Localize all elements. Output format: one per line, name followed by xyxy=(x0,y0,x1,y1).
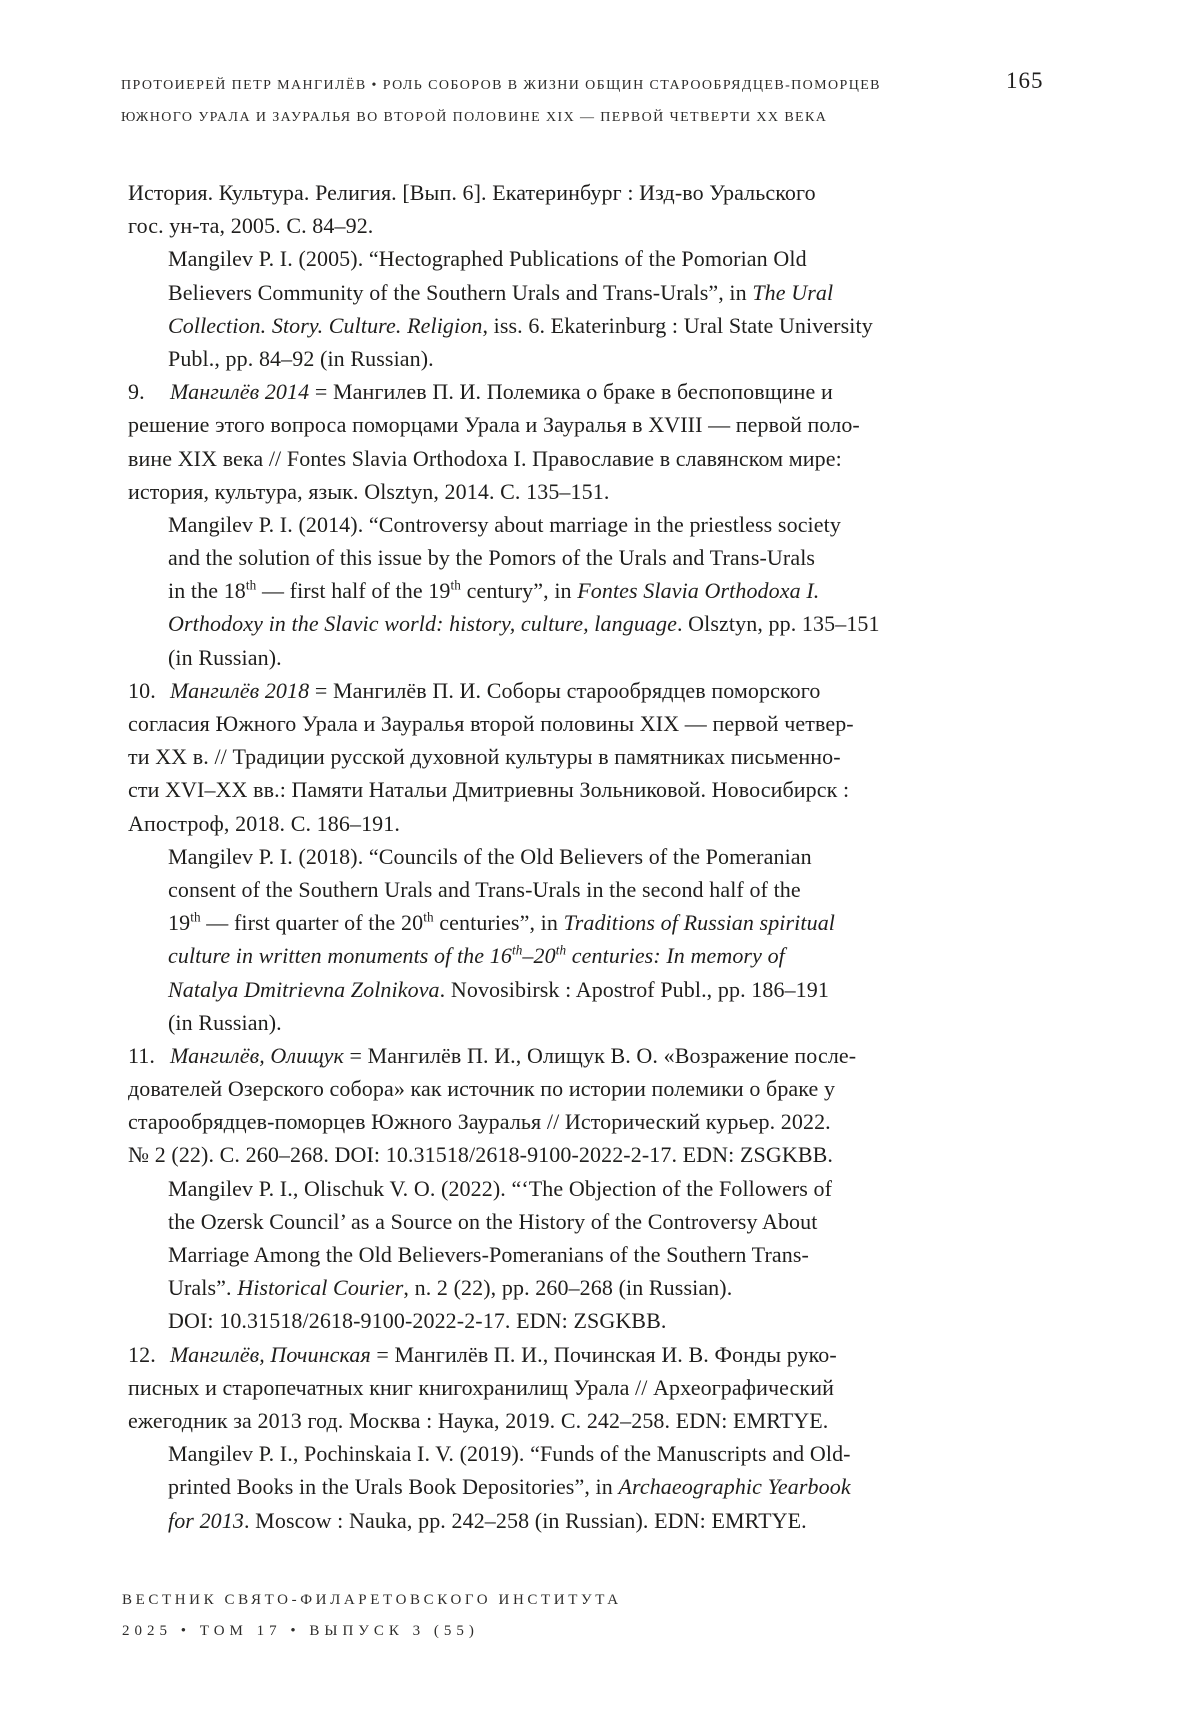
text-segment: The Ural xyxy=(752,279,834,305)
reference-line xyxy=(128,1338,1138,1371)
reference-line xyxy=(128,641,1138,674)
text-segment: Collection. Story. Culture. Religion xyxy=(168,312,483,338)
text-segment: , n. 2 (22), pp. 260–268 (in Russian). xyxy=(403,1275,733,1301)
reference-paragraph xyxy=(128,1172,1138,1338)
text-segment: th xyxy=(423,909,434,925)
text-segment: старообрядцев-поморцев Южного Зауралья // Исторический курьер. 2022. xyxy=(128,1109,831,1135)
text-segment: № 2 (22). С. 260–268. DOI: 10.31518/2618-9100-2022-2-17. EDN: ZSGKBB. xyxy=(128,1142,833,1168)
text-segment: in the 18 xyxy=(168,578,246,604)
reference-line xyxy=(128,1072,1138,1105)
item-number: 12. xyxy=(128,1341,156,1367)
reference-item xyxy=(128,1338,1138,1438)
reference-line xyxy=(128,276,1138,309)
reference-line xyxy=(128,209,1138,242)
reference-line xyxy=(128,475,1138,508)
text-segment: — first half of the 19 xyxy=(256,578,451,604)
text-segment: Мангилёв 2014 xyxy=(170,379,310,405)
reference-line xyxy=(128,840,1138,873)
text-segment: (in Russian). xyxy=(168,1009,282,1035)
reference-line xyxy=(128,873,1138,906)
text-segment: гос. ун-та, 2005. С. 84–92. xyxy=(128,213,374,239)
reference-item xyxy=(128,1039,1138,1172)
reference-paragraph xyxy=(128,176,1138,242)
reference-line xyxy=(128,375,1138,408)
reference-line xyxy=(128,442,1138,475)
reference-line xyxy=(128,1105,1138,1138)
text-segment: Archaeographic Yearbook xyxy=(618,1474,851,1500)
text-segment: century”, in xyxy=(460,578,578,604)
text-segment: centuries: In memory of xyxy=(566,943,785,969)
text-segment: Mangilev P. I. (2005). “Hectographed Publications of the Pomorian Old xyxy=(168,246,807,272)
text-segment: история, культура, язык. Olsztyn, 2014. С. 135–151. xyxy=(128,478,610,504)
page-number: 165 xyxy=(1006,68,1044,93)
text-segment: дователей Озерского собора» как источник по истории полемики о браке у xyxy=(128,1076,836,1102)
running-head-line1: ПРОТОИЕРЕЙ ПЕТР МАНГИЛЁВ • РОЛЬ СОБОРОВ В ЖИЗНИ ОБЩИН СТАРООБРЯДЦЕВ-ПОМОРЦЕВ xyxy=(121,78,881,93)
text-segment: Urals”. xyxy=(168,1275,238,1301)
text-segment: Publ., pp. 84–92 (in Russian). xyxy=(168,345,434,371)
reference-line xyxy=(128,541,1138,574)
text-segment: ти XX в. // Традиции русской духовной культуры в памятниках письменно- xyxy=(128,744,841,770)
text-segment: согласия Южного Урала и Зауралья второй половины XIX — первой четвер- xyxy=(128,711,854,736)
reference-line xyxy=(128,309,1138,342)
reference-line xyxy=(128,607,1138,640)
text-segment: Believers Community of the Southern Urals and Trans-Urals”, in xyxy=(168,279,753,305)
item-number: 11. xyxy=(128,1042,155,1068)
text-segment: (in Russian). xyxy=(168,644,282,670)
reference-line xyxy=(128,773,1138,806)
reference-line xyxy=(128,1504,1138,1537)
text-segment: сти XVI–XX вв.: Памяти Натальи Дмитриевны Зольниковой. Новосибирск : xyxy=(128,777,850,803)
text-segment: Mangilev P. I., Pochinskaia I. V. (2019). “Funds of the Manuscripts and Old- xyxy=(168,1441,851,1467)
journal-footer xyxy=(122,1585,622,1647)
reference-paragraph xyxy=(128,1437,1138,1537)
reference-line xyxy=(128,906,1138,939)
text-segment: Fontes Slavia Orthodoxa I. xyxy=(577,578,820,604)
text-segment: centuries”, in xyxy=(433,910,564,936)
reference-item xyxy=(128,674,1138,840)
reference-line xyxy=(128,807,1138,840)
text-segment: решение этого вопроса поморцами Урала и Зауралья в XVIII — первой поло- xyxy=(128,412,860,438)
text-segment: вине XIX века // Fontes Slavia Orthodoxa I. Православие в славянском мире: xyxy=(128,445,842,471)
reference-line xyxy=(128,707,1138,740)
reference-paragraph xyxy=(128,840,1138,1039)
reference-line xyxy=(128,1039,1138,1072)
reference-line xyxy=(128,1006,1138,1039)
reference-line xyxy=(128,242,1138,275)
item-number: 9. xyxy=(128,379,145,405)
text-segment: Historical Courier xyxy=(237,1275,404,1301)
text-segment: printed Books in the Urals Book Depositories”, in xyxy=(168,1474,619,1500)
text-segment: culture in written monuments of the 16 xyxy=(168,943,512,969)
reference-paragraph xyxy=(128,508,1138,674)
text-segment: th xyxy=(190,909,201,925)
reference-line xyxy=(128,1437,1138,1470)
text-segment: th xyxy=(450,577,461,593)
footer-journal-title: ВЕСТНИК СВЯТО-ФИЛАРЕТОВСКОГО ИНСТИТУТА xyxy=(122,1592,622,1608)
text-segment: th xyxy=(245,577,257,593)
text-segment: Orthodoxy in the Slavic world: history, culture, language xyxy=(168,611,677,637)
reference-line xyxy=(128,508,1138,541)
reference-paragraph xyxy=(128,242,1138,375)
text-segment: . Olsztyn, pp. 135–151 xyxy=(676,611,880,637)
reference-line xyxy=(128,674,1138,707)
reference-line xyxy=(128,1172,1138,1205)
text-segment: = Мангилёв П. И., Починская И. В. Фонды руко- xyxy=(370,1341,837,1367)
text-segment: ежегодник за 2013 год. Москва : Наука, 2019. С. 242–258. EDN: EMRTYE. xyxy=(128,1407,829,1433)
text-segment: Апостроф, 2018. С. 186–191. xyxy=(128,810,400,836)
text-segment: Mangilev P. I. (2018). “Councils of the Old Believers of the Pomeranian xyxy=(168,843,812,869)
text-segment: Мангилёв, Починская xyxy=(170,1341,371,1367)
text-segment: consent of the Southern Urals and Trans-Urals in the second half of the xyxy=(168,876,801,902)
reference-line xyxy=(128,939,1138,972)
reference-line xyxy=(128,740,1138,773)
text-segment: th xyxy=(511,942,523,958)
reference-line xyxy=(128,1138,1138,1171)
reference-item xyxy=(128,375,1138,508)
text-segment: Traditions of Russian spiritual xyxy=(563,910,836,936)
reference-line xyxy=(128,1371,1138,1404)
text-segment: Mangilev P. I., Olischuk V. O. (2022). “‘The Objection of the Followers of xyxy=(168,1175,833,1201)
reference-line xyxy=(128,1238,1138,1271)
text-segment: , iss. 6. Ekaterinburg : Ural State University xyxy=(482,312,873,338)
text-segment: = Мангилёв П. И., Олищук В. О. «Возражение после- xyxy=(343,1042,857,1068)
footer-volume-issue: 2025 • ТОМ 17 • ВЫПУСК 3 (55) xyxy=(122,1623,479,1639)
text-segment: . Moscow : Nauka, pp. 242–258 (in Russian). EDN: EMRTYE. xyxy=(243,1507,807,1533)
text-segment: –20 xyxy=(522,943,556,969)
text-segment: for 2013 xyxy=(168,1507,244,1533)
text-segment: писных и старопечатных книг книгохранилищ Урала // Археографический xyxy=(128,1374,834,1400)
text-segment: История. Культура. Религия. [Вып. 6]. Екатеринбург : Изд-во Уральского xyxy=(128,180,816,205)
references-list xyxy=(128,176,1138,1537)
running-head xyxy=(121,70,1071,134)
text-segment: Marriage Among the Old Believers-Pomeranians of the Southern Trans- xyxy=(168,1242,809,1267)
text-segment: = Мангилёв П. И. Соборы старообрядцев поморского xyxy=(309,677,821,703)
text-segment: Mangilev P. I. (2014). “Controversy about marriage in the priestless society xyxy=(168,511,841,537)
text-segment: DOI: 10.31518/2618-9100-2022-2-17. EDN: ZSGKBB. xyxy=(168,1308,667,1334)
item-number: 10. xyxy=(128,677,156,703)
reference-line xyxy=(128,342,1138,375)
text-segment: th xyxy=(555,942,567,958)
reference-line xyxy=(128,1470,1138,1503)
reference-line xyxy=(128,1271,1138,1304)
reference-line xyxy=(128,1304,1138,1337)
text-segment: Мангилёв, Олищук xyxy=(170,1042,344,1068)
reference-line xyxy=(128,973,1138,1006)
text-segment: and the solution of this issue by the Pomors of the Urals and Trans-Urals xyxy=(168,545,816,571)
text-segment: Natalya Dmitrievna Zolnikova xyxy=(168,976,440,1002)
reference-line xyxy=(128,176,1138,209)
text-segment: . Novosibirsk : Apostrof Publ., pp. 186–191 xyxy=(439,976,829,1002)
reference-line xyxy=(128,408,1138,441)
reference-line xyxy=(128,1404,1138,1437)
text-segment: 19 xyxy=(168,910,191,936)
text-segment: Мангилёв 2018 xyxy=(170,677,310,703)
reference-line xyxy=(128,574,1138,607)
text-segment: the Ozersk Council’ as a Source on the History of the Controversy About xyxy=(168,1208,818,1234)
text-segment: = Мангилев П. И. Полемика о браке в беспоповщине и xyxy=(309,379,833,405)
text-segment: — first quarter of the 20 xyxy=(200,910,424,936)
reference-line xyxy=(128,1205,1138,1238)
running-head-line2: ЮЖНОГО УРАЛА И ЗАУРАЛЬЯ ВО ВТОРОЙ ПОЛОВИНЕ XIX — ПЕРВОЙ ЧЕТВЕРТИ XX ВЕКА xyxy=(121,110,828,125)
